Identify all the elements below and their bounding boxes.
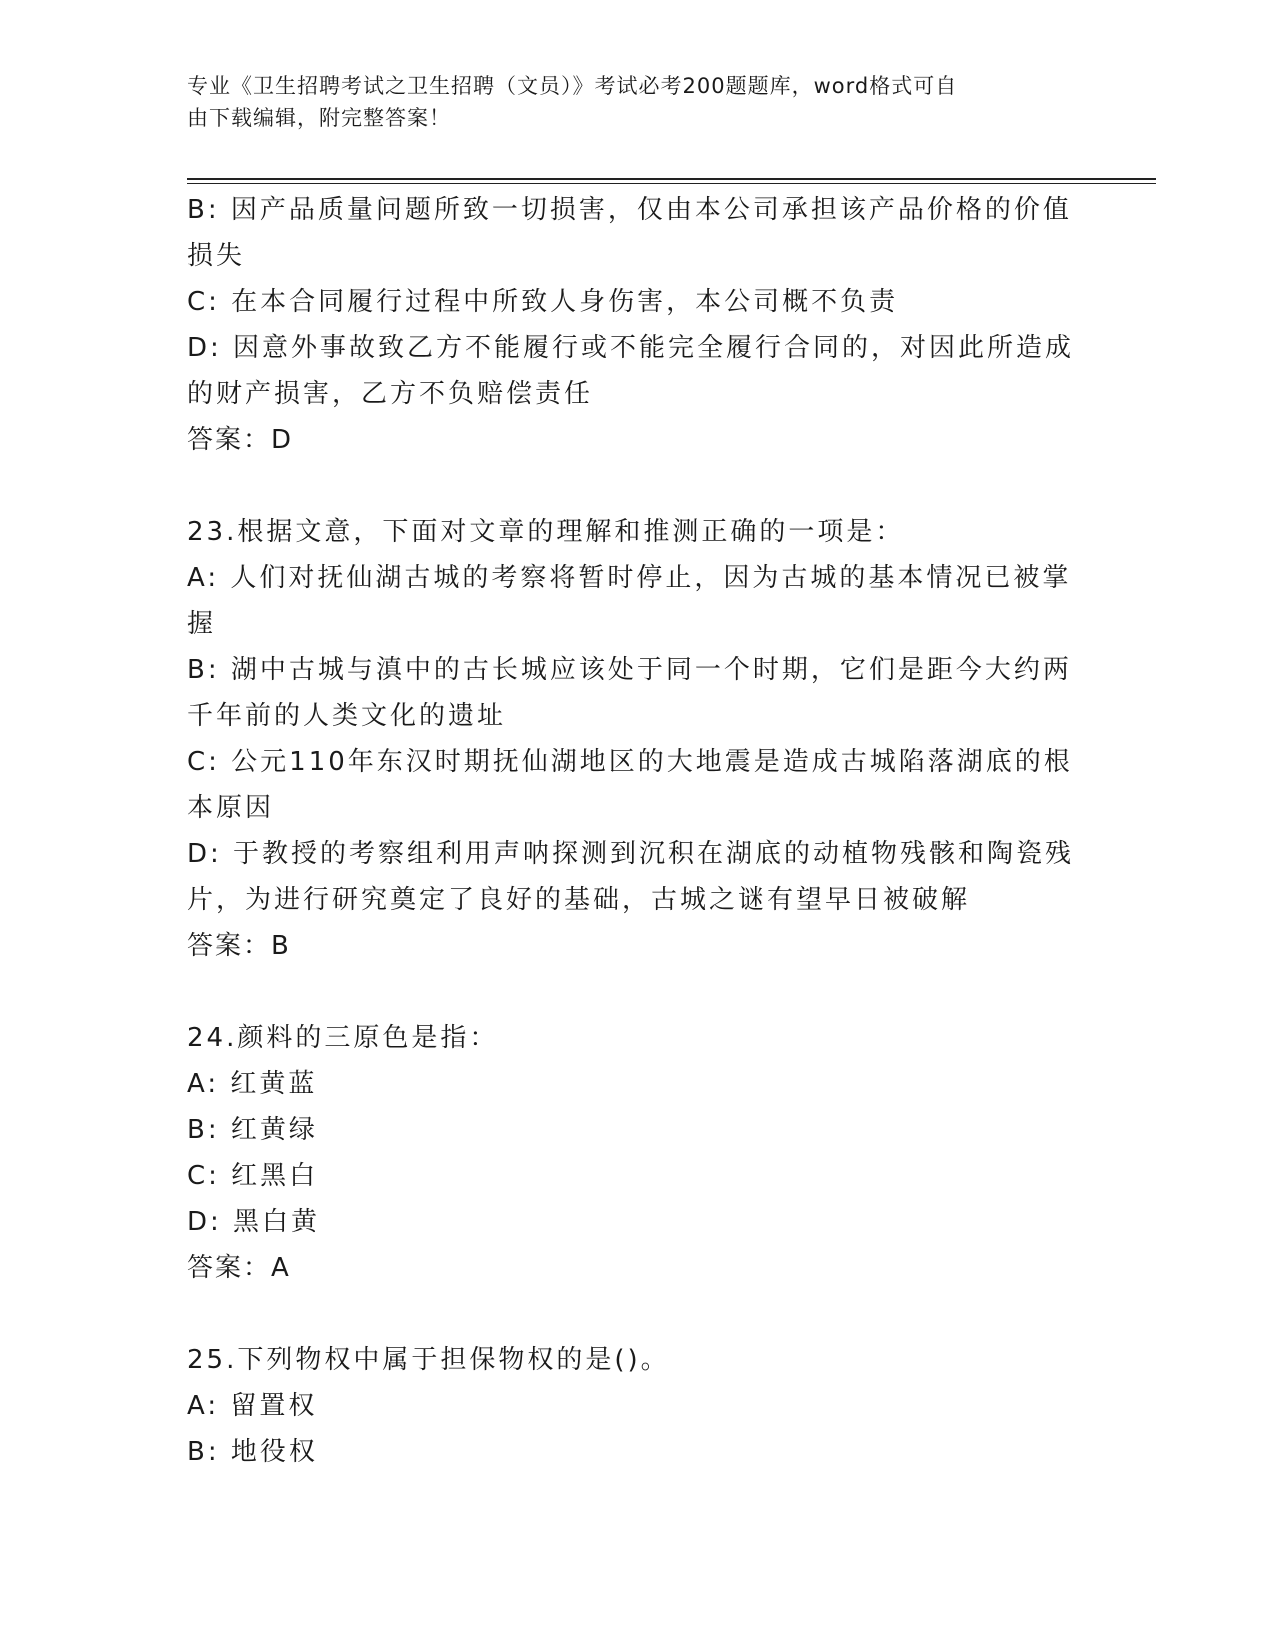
option-b: B: 地役权 [187, 1437, 318, 1467]
option-c-line-2: 本原因 [187, 793, 275, 823]
question-stem: 23.根据文意，下面对文章的理解和推测正确的一项是： [187, 517, 905, 547]
option-a-line-2: 握 [187, 609, 217, 639]
option-c-line-1: C: 公元110年东汉时期抚仙湖地区的大地震是造成古城陷落湖底的根 [187, 747, 1073, 777]
option-d-line-2: 片，为进行研究奠定了良好的基础，古城之谜有望早日被破解 [187, 885, 971, 915]
option-a: A: 留置权 [187, 1391, 318, 1421]
option-d: D: 黑白黄 [187, 1207, 321, 1237]
answer: 答案：B [187, 931, 291, 961]
question-stem: 25.下列物权中属于担保物权的是()。 [187, 1345, 670, 1375]
option-d-line-1: D: 于教授的考察组利用声呐探测到沉积在湖底的动植物残骸和陶瓷残 [187, 839, 1075, 869]
question-block-24 [187, 1015, 1077, 1291]
header-line-1: 专业《卫生招聘考试之卫生招聘（文员）》考试必考200题题库，word格式可自 [187, 74, 958, 98]
question-block-23 [187, 509, 1077, 969]
option-b-line-2: 千年前的人类文化的遗址 [187, 701, 507, 731]
option-c: C: 在本合同履行过程中所致人身伤害，本公司概不负责 [187, 287, 899, 317]
option-c: C: 红黑白 [187, 1161, 319, 1191]
option-a-line-1: A: 人们对抚仙湖古城的考察将暂时停止，因为古城的基本情况已被掌 [187, 563, 1072, 593]
header-rule-thick [187, 178, 1156, 180]
option-a: A: 红黄蓝 [187, 1069, 318, 1099]
document-header [187, 70, 1077, 134]
header-line-2: 由下载编辑，附完整答案！ [187, 106, 451, 130]
question-block-25 [187, 1337, 1077, 1475]
answer: 答案：A [187, 1253, 291, 1283]
option-d-line-2: 的财产损害，乙方不负赔偿责任 [187, 379, 594, 409]
question-stem: 24.颜料的三原色是指： [187, 1023, 499, 1053]
option-b-line-1: B: 因产品质量问题所致一切损害，仅由本公司承担该产品价格的价值 [187, 195, 1072, 225]
option-b-line-1: B: 湖中古城与滇中的古长城应该处于同一个时期，它们是距今大约两 [187, 655, 1072, 685]
document-body [187, 187, 1077, 1475]
option-d-line-1: D: 因意外事故致乙方不能履行或不能完全履行合同的，对因此所造成 [187, 333, 1075, 363]
option-b: B: 红黄绿 [187, 1115, 318, 1145]
option-b-line-2: 损失 [187, 241, 246, 271]
question-block-previous [187, 187, 1077, 463]
header-rule-thin [187, 183, 1156, 184]
answer: 答案：D [187, 425, 294, 455]
